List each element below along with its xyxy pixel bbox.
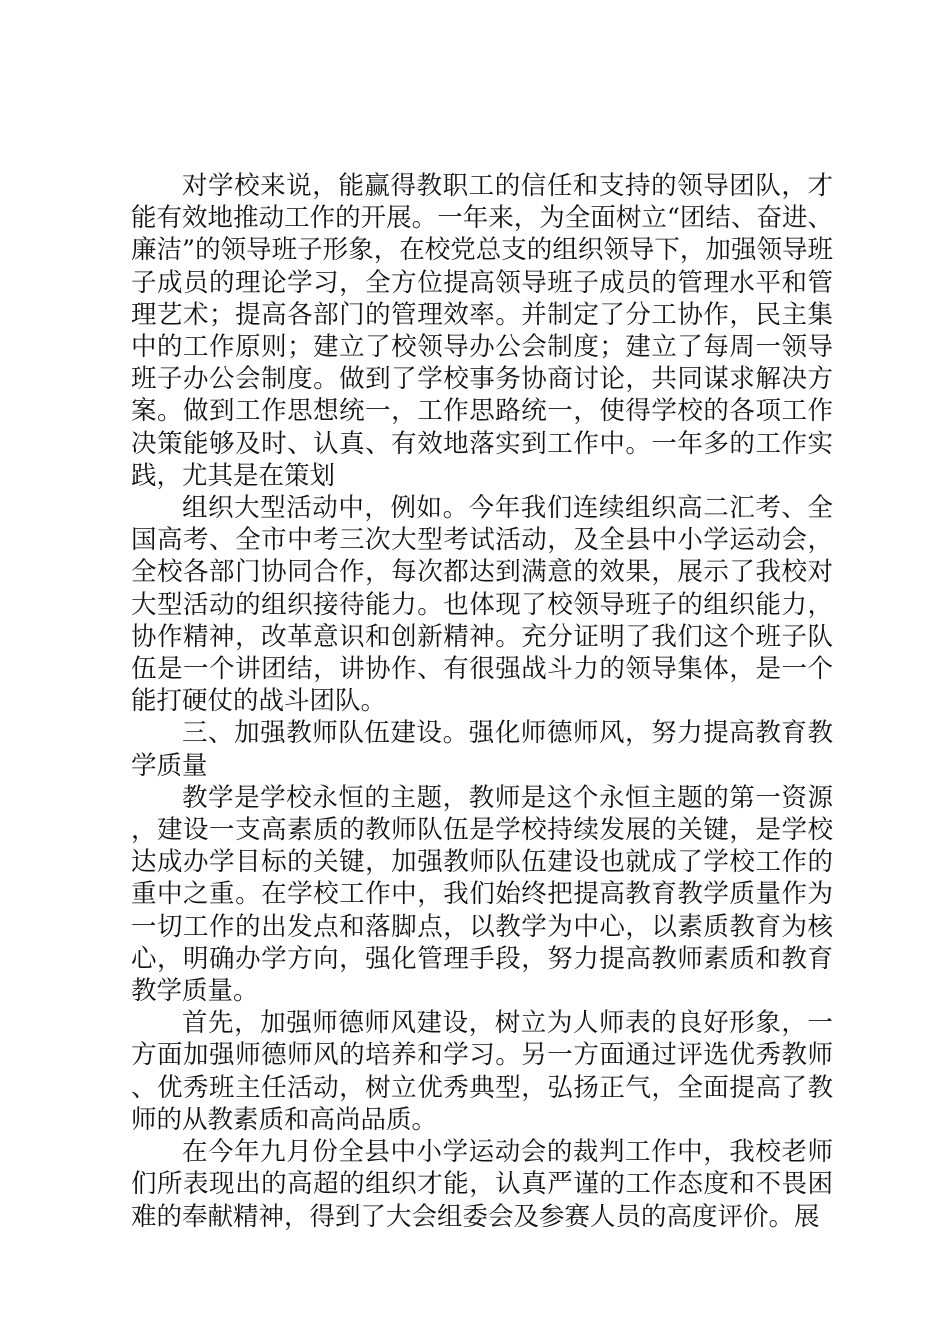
paragraph-large-events: 组织大型活动中，例如。今年我们连续组织高二汇考、全国高考、全市中考三次大型考试活动，及全县中小学运动会，全校各部门协同合作，每次都达到满意的效果，展示了我校对大型活动的组织接待能力。也体现了校领导班子的组织能力，协作精神，改革意识和创新精神。充分证明了我们这个班子队伍是一个讲团结，讲协作、有很强战斗力的领导集体，是一个能打硬仗的战斗团队。 bbox=[131, 493, 833, 717]
document-body bbox=[131, 170, 833, 1233]
paragraph-teacher-ethics: 首先，加强师德师风建设，树立为人师表的良好形象，一方面加强师德师风的培养和学习。另一方面通过评选优秀教师、优秀班主任活动，树立优秀典型，弘扬正气，全面提高了教师的从教素质和高尚品质。 bbox=[131, 1008, 833, 1135]
paragraph-sports-meet: 在今年九月份全县中小学运动会的裁判工作中，我校老师们所表现出的高超的组织才能，认真严谨的工作态度和不畏困难的奉献精神，得到了大会组委会及参赛人员的高度评价。展 bbox=[131, 1137, 833, 1232]
paragraph-leadership-team: 对学校来说，能赢得教职工的信任和支持的领导团队，才能有效地推动工作的开展。一年来，为全面树立“团结、奋进、廉洁”的领导班子形象，在校党总支的组织领导下，加强领导班子成员的理论学习，全方位提高领导班子成员的管理水平和管理艺术；提高各部门的管理效率。并制定了分工协作，民主集中的工作原则；建立了校领导办公会制度；建立了每周一领导班子办公会制度。做到了学校事务协商讨论，共同谋求解决方案。做到工作思想统一，工作思路统一，使得学校的各项工作决策能够及时、认真、有效地落实到工作中。一年多的工作实践，尤其是在策划 bbox=[131, 171, 833, 491]
paragraph-teaching-quality: 教学是学校永恒的主题，教师是这个永恒主题的第一资源，建设一支高素质的教师队伍是学校持续发展的关键，是学校达成办学目标的关键，加强教师队伍建设也就成了学校工作的重中之重。在学校工作中，我们始终把提高教育教学质量作为一切工作的出发点和落脚点，以教学为中心，以素质教育为核心，明确办学方向，强化管理手段，努力提高教师素质和教育教学质量。 bbox=[131, 782, 833, 1007]
section-heading-teacher-team: 三、加强教师队伍建设。强化师德师风，努力提高教育教学质量 bbox=[131, 718, 833, 781]
